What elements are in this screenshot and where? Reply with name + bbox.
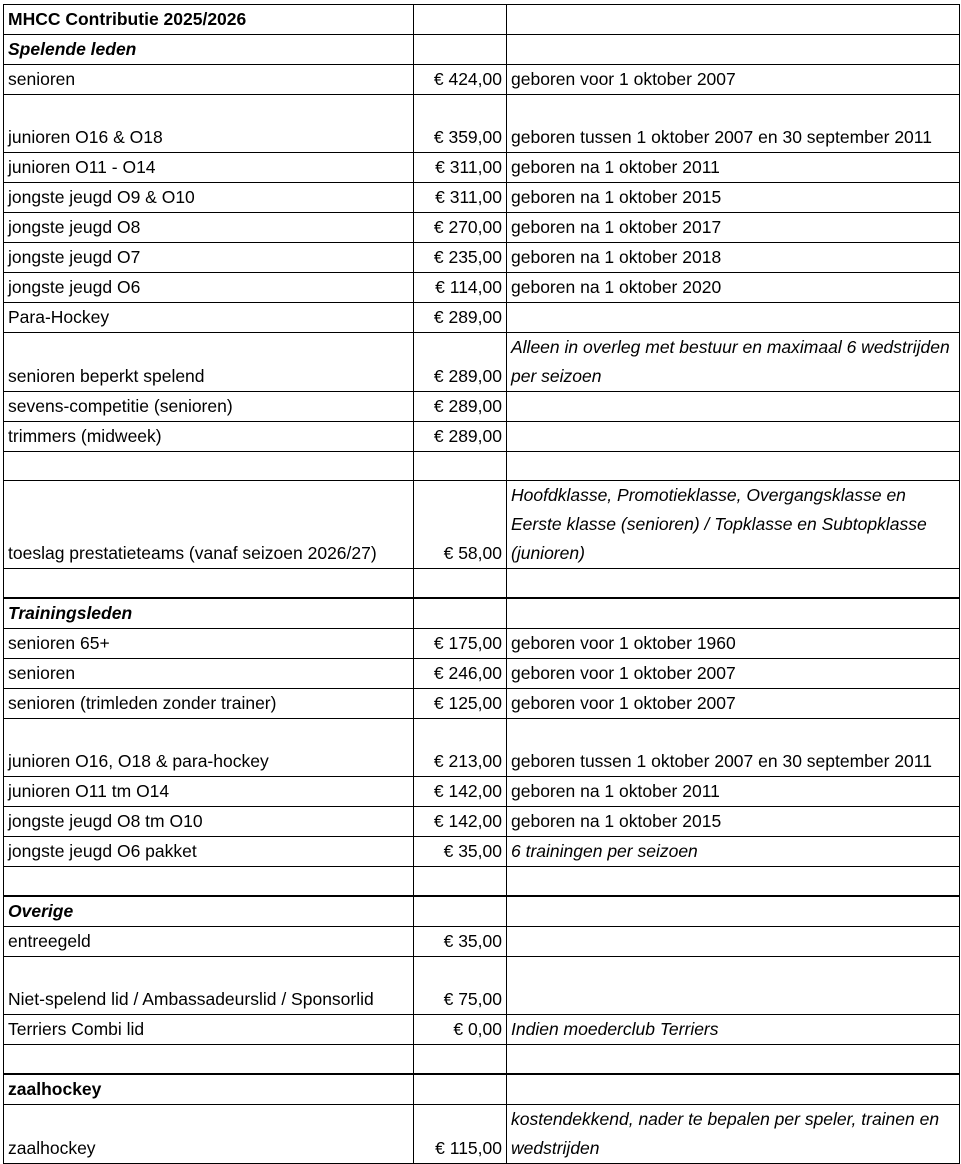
section-header-spelend (4, 35, 960, 65)
table-row (4, 95, 960, 153)
cell-empty[interactable] (507, 1074, 960, 1105)
note-cell[interactable]: geboren voor 1 oktober 2007 (507, 65, 960, 95)
member-type-cell[interactable]: senioren (4, 659, 414, 689)
empty-row (4, 569, 960, 599)
member-type-cell[interactable]: junioren O11 - O14 (4, 153, 414, 183)
member-type-cell[interactable]: jongste jeugd O9 & O10 (4, 183, 414, 213)
table-row (4, 719, 960, 777)
cell-empty[interactable] (507, 896, 960, 927)
note-cell[interactable]: Indien moederclub Terriers (507, 1015, 960, 1045)
table-row (4, 927, 960, 957)
table-row (4, 422, 960, 452)
table-row (4, 153, 960, 183)
note-cell[interactable]: geboren na 1 oktober 2020 (507, 273, 960, 303)
amount-cell[interactable]: € 424,00 (414, 65, 507, 95)
amount-cell[interactable]: € 175,00 (414, 629, 507, 659)
empty-row (4, 867, 960, 897)
amount-cell[interactable]: € 359,00 (414, 95, 507, 153)
member-type-cell[interactable]: senioren (trimleden zonder trainer) (4, 689, 414, 719)
amount-cell[interactable]: € 58,00 (414, 481, 507, 569)
member-type-cell[interactable]: entreegeld (4, 927, 414, 957)
note-cell[interactable]: geboren voor 1 oktober 2007 (507, 689, 960, 719)
member-type-cell[interactable]: junioren O16, O18 & para-hockey (4, 719, 414, 777)
cell-empty[interactable] (4, 1045, 414, 1075)
table-row (4, 65, 960, 95)
note-cell[interactable]: geboren na 1 oktober 2015 (507, 807, 960, 837)
note-cell[interactable] (507, 303, 960, 333)
table-row (4, 481, 960, 569)
table-row (4, 183, 960, 213)
member-type-cell[interactable]: toeslag prestatieteams (vanaf seizoen 2026/27) (4, 481, 414, 569)
amount-cell[interactable]: € 142,00 (414, 807, 507, 837)
note-cell[interactable]: geboren na 1 oktober 2018 (507, 243, 960, 273)
contributie-table (3, 4, 960, 1164)
table-row (4, 1105, 960, 1164)
note-cell[interactable]: geboren tussen 1 oktober 2007 en 30 september 2011 (507, 719, 960, 777)
amount-cell[interactable]: € 289,00 (414, 303, 507, 333)
member-type-cell[interactable]: jongste jeugd O8 (4, 213, 414, 243)
section-header-zaalhockey (4, 1074, 960, 1105)
note-cell[interactable]: geboren voor 1 oktober 1960 (507, 629, 960, 659)
amount-cell[interactable]: € 311,00 (414, 153, 507, 183)
table-row (4, 837, 960, 867)
table-row (4, 243, 960, 273)
table-row (4, 777, 960, 807)
section-heading[interactable]: Overige (4, 896, 414, 927)
note-cell[interactable]: geboren voor 1 oktober 2007 (507, 659, 960, 689)
member-type-cell[interactable]: trimmers (midweek) (4, 422, 414, 452)
title-row (4, 5, 960, 35)
amount-cell[interactable]: € 270,00 (414, 213, 507, 243)
member-type-cell[interactable]: junioren O16 & O18 (4, 95, 414, 153)
cell-empty[interactable] (4, 867, 414, 897)
cell-empty[interactable] (414, 569, 507, 599)
table-row (4, 1015, 960, 1045)
section-heading[interactable]: Trainingsleden (4, 598, 414, 629)
section-heading[interactable]: Spelende leden (4, 35, 414, 65)
cell-empty[interactable] (414, 896, 507, 927)
cell-empty[interactable] (414, 1074, 507, 1105)
table-row (4, 273, 960, 303)
cell-empty[interactable] (414, 452, 507, 481)
amount-cell[interactable]: € 311,00 (414, 183, 507, 213)
cell-empty[interactable] (414, 5, 507, 35)
member-type-cell[interactable]: junioren O11 tm O14 (4, 777, 414, 807)
amount-cell[interactable]: € 0,00 (414, 1015, 507, 1045)
cell-empty[interactable] (507, 598, 960, 629)
amount-cell[interactable]: € 114,00 (414, 273, 507, 303)
note-cell[interactable]: geboren na 1 oktober 2015 (507, 183, 960, 213)
cell-empty[interactable] (414, 35, 507, 65)
cell-empty[interactable] (507, 867, 960, 897)
table-row (4, 392, 960, 422)
table-row (4, 213, 960, 243)
note-cell[interactable] (507, 422, 960, 452)
cell-empty[interactable] (507, 1045, 960, 1075)
amount-cell[interactable]: € 289,00 (414, 422, 507, 452)
amount-cell[interactable]: € 125,00 (414, 689, 507, 719)
note-cell[interactable]: Hoofdklasse, Promotieklasse, Overgangsklasse en Eerste klasse (senioren) / Topklasse en Subtopklasse (junioren) (507, 481, 960, 569)
member-type-cell[interactable]: senioren beperkt spelend (4, 333, 414, 392)
table-row (4, 807, 960, 837)
amount-cell[interactable]: € 213,00 (414, 719, 507, 777)
amount-cell[interactable]: € 75,00 (414, 957, 507, 1015)
section-header-overige (4, 896, 960, 927)
member-type-cell[interactable]: senioren (4, 65, 414, 95)
amount-cell[interactable]: € 35,00 (414, 837, 507, 867)
note-cell[interactable]: geboren na 1 oktober 2011 (507, 777, 960, 807)
sheet-title[interactable]: MHCC Contributie 2025/2026 (4, 5, 414, 35)
table-row (4, 957, 960, 1015)
table-row (4, 629, 960, 659)
member-type-cell[interactable]: jongste jeugd O7 (4, 243, 414, 273)
member-type-cell[interactable]: zaalhockey (4, 1105, 414, 1164)
cell-empty[interactable] (507, 5, 960, 35)
table-row (4, 689, 960, 719)
member-type-cell[interactable]: senioren 65+ (4, 629, 414, 659)
amount-cell[interactable]: € 115,00 (414, 1105, 507, 1164)
amount-cell[interactable]: € 142,00 (414, 777, 507, 807)
empty-row (4, 452, 960, 481)
note-cell[interactable] (507, 927, 960, 957)
member-type-cell[interactable]: jongste jeugd O6 (4, 273, 414, 303)
empty-row (4, 1045, 960, 1075)
table-row (4, 659, 960, 689)
section-heading[interactable]: zaalhockey (4, 1074, 414, 1105)
amount-cell[interactable]: € 35,00 (414, 927, 507, 957)
cell-empty[interactable] (507, 569, 960, 599)
note-cell[interactable] (507, 957, 960, 1015)
amount-cell[interactable]: € 235,00 (414, 243, 507, 273)
member-type-cell[interactable]: Para-Hockey (4, 303, 414, 333)
cell-empty[interactable] (414, 867, 507, 897)
amount-cell[interactable]: € 289,00 (414, 333, 507, 392)
member-type-cell[interactable]: jongste jeugd O8 tm O10 (4, 807, 414, 837)
member-type-cell[interactable]: jongste jeugd O6 pakket (4, 837, 414, 867)
amount-cell[interactable]: € 246,00 (414, 659, 507, 689)
note-cell[interactable]: 6 trainingen per seizoen (507, 837, 960, 867)
table-row (4, 333, 960, 392)
note-cell[interactable]: kostendekkend, nader te bepalen per speler, trainen en wedstrijden (507, 1105, 960, 1164)
cell-empty[interactable] (414, 1045, 507, 1075)
note-cell[interactable]: geboren na 1 oktober 2017 (507, 213, 960, 243)
note-cell[interactable]: geboren na 1 oktober 2011 (507, 153, 960, 183)
table-row (4, 303, 960, 333)
note-cell[interactable] (507, 392, 960, 422)
member-type-cell[interactable]: Niet-spelend lid / Ambassadeurslid / Sponsorlid (4, 957, 414, 1015)
cell-empty[interactable] (507, 35, 960, 65)
member-type-cell[interactable]: sevens-competitie (senioren) (4, 392, 414, 422)
member-type-cell[interactable]: Terriers Combi lid (4, 1015, 414, 1045)
section-header-training (4, 598, 960, 629)
cell-empty[interactable] (507, 452, 960, 481)
amount-cell[interactable]: € 289,00 (414, 392, 507, 422)
note-cell[interactable]: geboren tussen 1 oktober 2007 en 30 september 2011 (507, 95, 960, 153)
note-cell[interactable]: Alleen in overleg met bestuur en maximaal 6 wedstrijden per seizoen (507, 333, 960, 392)
cell-empty[interactable] (414, 598, 507, 629)
cell-empty[interactable] (4, 452, 414, 481)
cell-empty[interactable] (4, 569, 414, 599)
